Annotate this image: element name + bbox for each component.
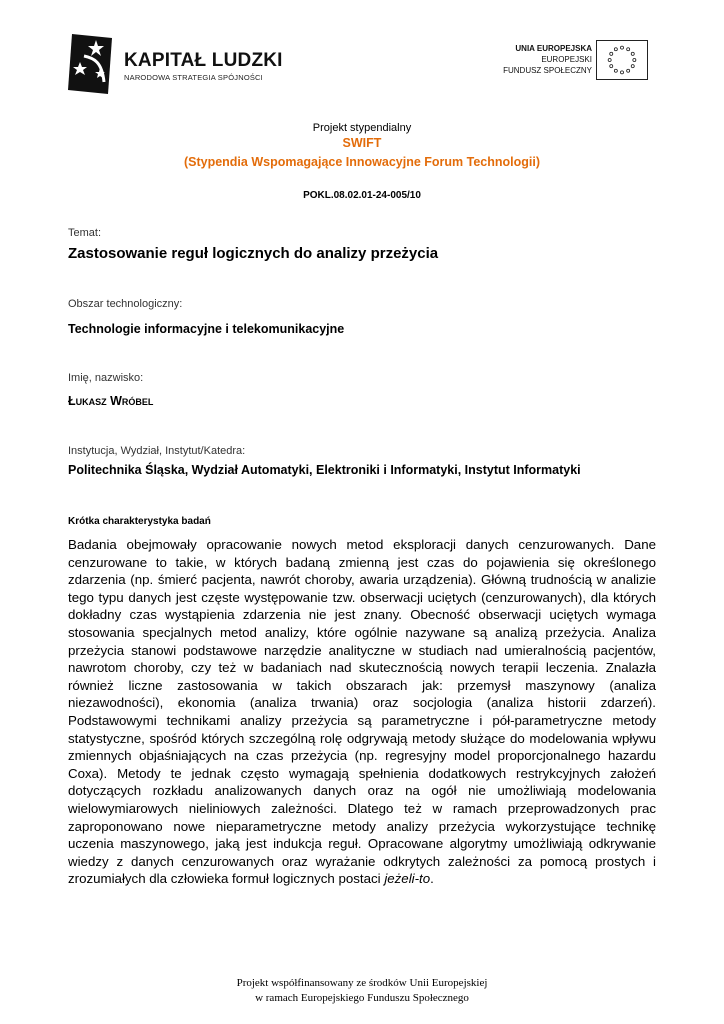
project-code: POKL.08.02.01-24-005/10 (303, 190, 421, 201)
area-label: Obszar technologiczny: (68, 298, 183, 310)
summary-heading: Krótka charakterystyka badań (68, 516, 211, 527)
project-label: Projekt stypendialny (312, 122, 412, 134)
eu-line-2: EUROPEJSKI (541, 55, 592, 64)
area-value: Technologie informacyjne i telekomunikacyjne (68, 322, 345, 336)
project-name: SWIFT (342, 136, 382, 150)
eu-text (503, 43, 592, 76)
eu-line-1: UNIA EUROPEJSKA (515, 44, 592, 53)
eu-line-3: FUNDUSZ SPOŁECZNY (503, 66, 592, 75)
summary-end: . (430, 871, 434, 887)
name-label: Imię, nazwisko: (68, 372, 144, 384)
kapital-ludzki-logo (66, 32, 283, 102)
summary-italic: jeżeli-to (384, 871, 431, 887)
kapital-ludzki-subtitle: NARODOWA STRATEGIA SPÓJNOŚCI (124, 73, 263, 82)
footer (0, 976, 724, 1006)
footer-line-1: Projekt współfinansowany ze środków Unii Europejskiej (236, 977, 488, 989)
institution-label: Instytucja, Wydział, Instytut/Katedra: (68, 445, 246, 457)
topic-label: Temat: (68, 227, 102, 239)
project-full-name: (Stypendia Wspomagające Innowacyjne Forum Technologii) (183, 155, 541, 169)
footer-line-2: w ramach Europejskiego Funduszu Społecznego (255, 992, 469, 1004)
kapital-ludzki-title: KAPITAŁ LUDZKI (124, 50, 283, 71)
summary-body: Badania obejmowały opracowanie nowych metod eksploracji danych cenzurowanych. Dane cenzurowane to takie, w których badaną zmienną jest czas do pojawienia się określonego zdarzenia (np. śmierć pacjenta, nawrót choroby, awaria urządzenia). Główną trudnością w analizie tego typu danych jest częste występowanie tzw. obserwacji uciętych (cenzurowanych), dla których dokładny czas wystąpienia zdarzenia nie jest znany. Obecność obserwacji uciętych wymaga stosowania specjalnych metod analizy, które ogólnie nazywane są analizą przeżycia. Analiza przeżycia stanowi podstawowe narzędzie analityczne w studiach nad umieralnością pacjentów, nawrotom choroby, czy też w badaniach nad skutecznością nowych terapii leczenia. Znalazła również liczne zastosowania w takich obszarach jak: przemysł maszynowy (analiza niezawodności), ekonomia (analiza trwania) oraz socjologia (analiza historii zdarzeń). Podstawowymi technikami analizy przeżycia są parametryczne i pół-parametryczne metody statystyczne, spośród których szczególną rolę odgrywają metody służące do modelowania wpływu zmiennych objaśniających na czas przeżycia (np. regresyjny model proporcjonalnego hazardu Coxa). Metody te jednak często wymagają spełnienia dodatkowych restrykcyjnych założeń dotyczących rozkładu analizowanych danych oraz na ogół nie umożliwiają modelowania wielowymiarowych nieliniowych zależności. Dlatego też w ramach przeprowadzonych prac zaproponowano nowe nieparametryczne metody analizy przeżycia wykorzystujące technikę uczenia maszynowego, jaką jest indukcja reguł. Opracowane algorytmy umożliwiają odkrywanie wiedzy z danych cenzurowanych oraz wyrażanie odkrytych zależności za pomocą prostych i zrozumiałych dla człowieka formuł logicznych postaci (68, 537, 656, 887)
eu-logo (476, 40, 648, 90)
kapital-ludzki-emblem-icon (66, 32, 114, 96)
summary-text (68, 536, 656, 888)
topic-value: Zastosowanie reguł logicznych do analizy przeżycia (68, 245, 439, 262)
institution-value: Politechnika Śląska, Wydział Automatyki, Elektroniki i Informatyki, Instytut Informatyki (68, 463, 581, 477)
eu-flag-icon (596, 40, 648, 80)
name-value: Łukasz Wróbel (68, 394, 154, 408)
